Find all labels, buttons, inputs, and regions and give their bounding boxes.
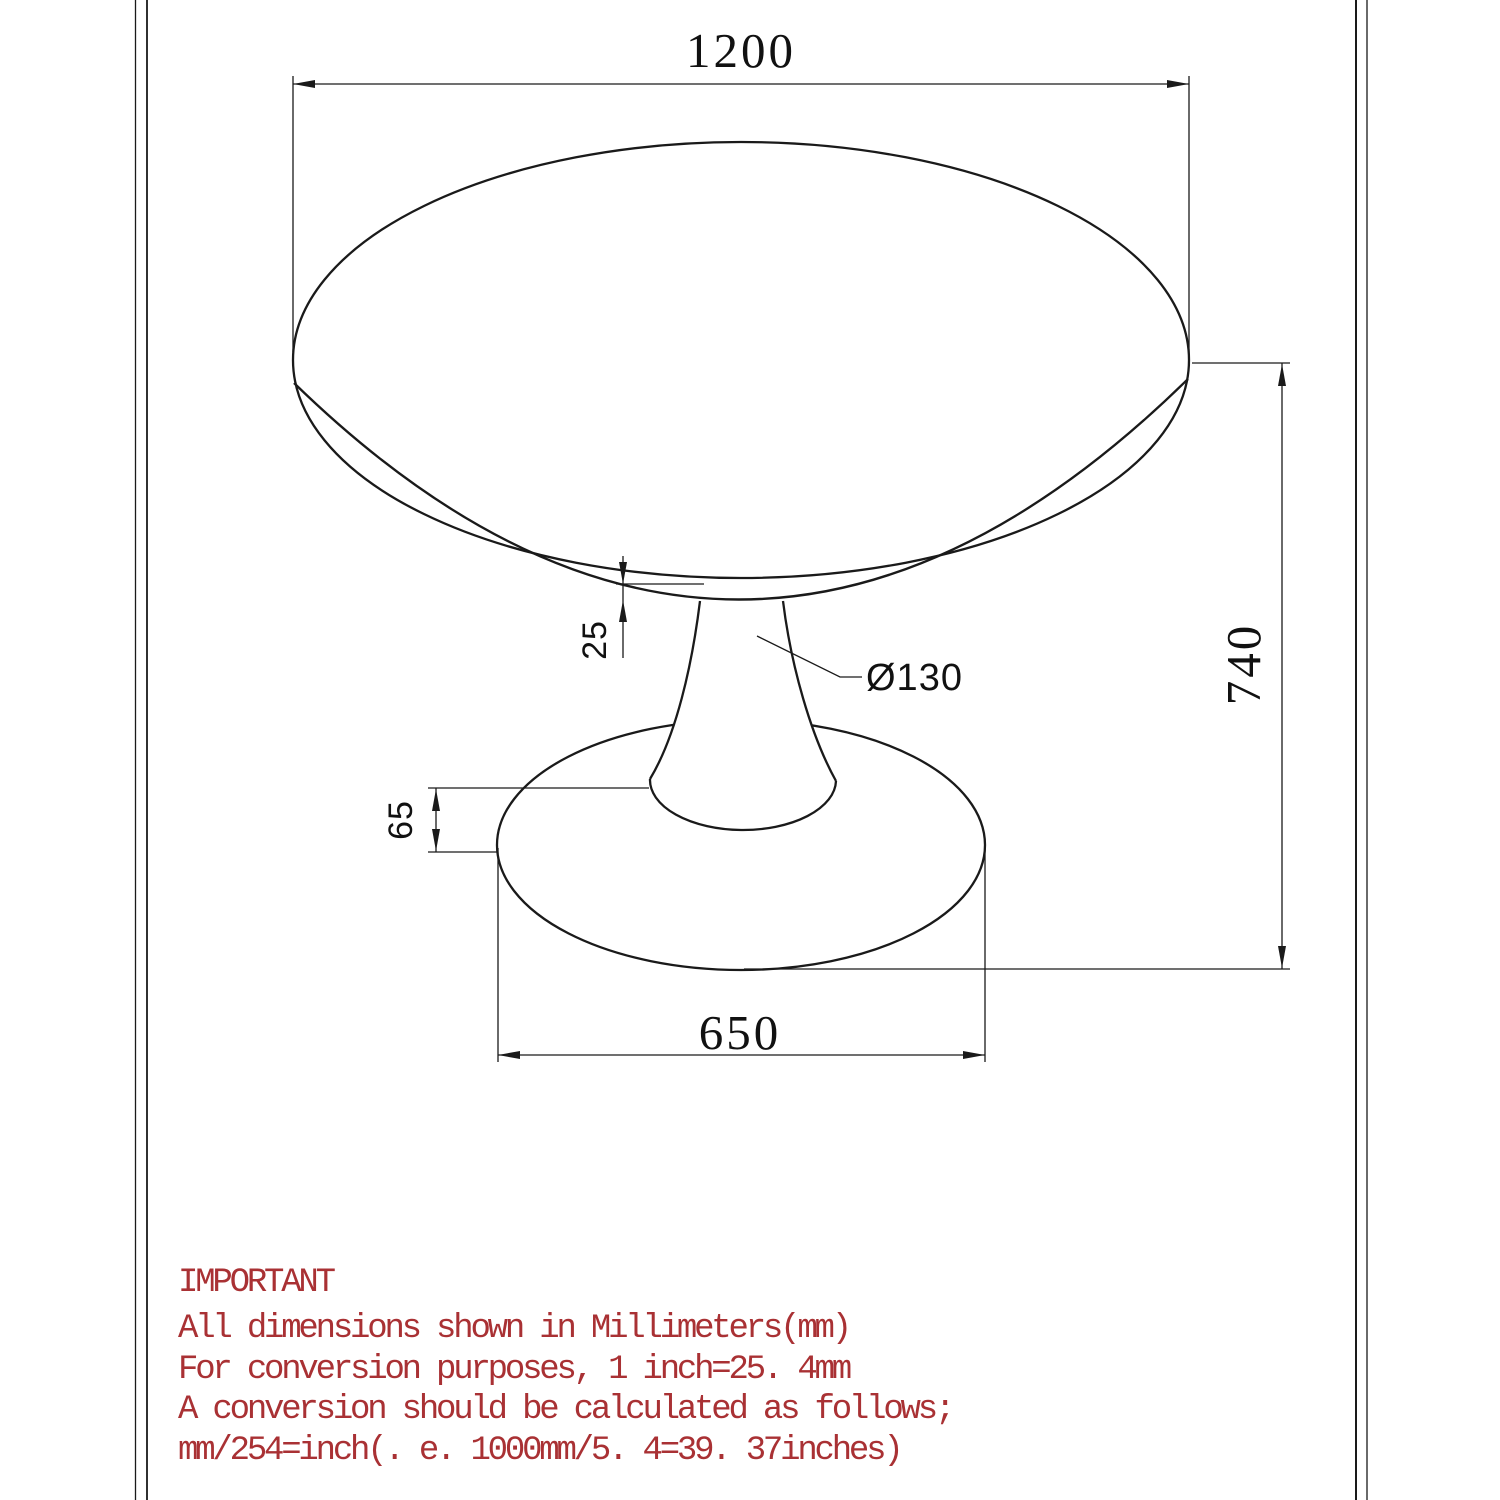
dimension-label-740: 740 [1216,622,1271,706]
note-line: For conversion purposes, 1 inch=25. 4mm [178,1351,849,1389]
arrowhead-right [1167,80,1189,88]
sheet-border-left [136,0,148,1500]
arrowhead-left [293,80,315,88]
arrowhead-up [432,789,440,811]
dimension-label-d130: Ø130 [866,657,963,699]
arrowhead-down [619,562,627,584]
notes-heading: IMPORTANT [178,1264,333,1302]
arrowhead-right [963,1051,985,1059]
dimension-label-650: 650 [698,1005,782,1060]
arrowhead-left [498,1051,520,1059]
arrowhead-top [1278,364,1286,386]
arrowhead-up [619,600,627,622]
dimension-overall-height [744,363,1290,969]
sheet-border-right [1356,0,1367,1500]
table-top-underside-edge [294,379,1188,600]
dimension-top-diameter [293,23,1189,354]
table-top-ellipse [293,142,1189,578]
dimension-label-25: 25 [576,620,614,660]
arrowhead-down [432,829,440,851]
arrowhead-bottom [1278,946,1286,968]
dimension-label-65: 65 [382,800,420,840]
dimension-base-diameter [498,846,985,1062]
notes-block [178,1264,952,1470]
note-line: A conversion should be calculated as follows; [178,1391,953,1429]
note-line: All dimensions shown in Millimeters(mm) [178,1310,849,1348]
note-line: mm/254=inch(. e. 1000mm/5. 4=39. 37inches) [178,1432,901,1470]
dimension-label-1200: 1200 [686,23,796,78]
